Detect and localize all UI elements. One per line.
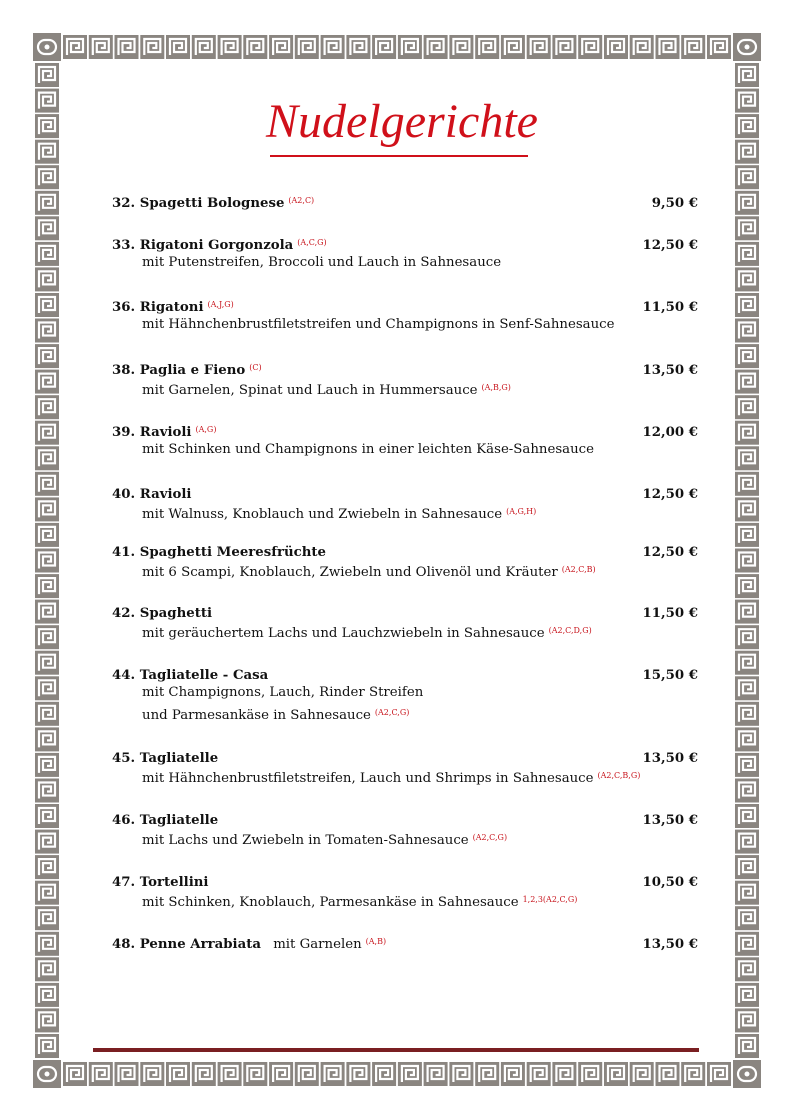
allergen-codes: (A,B) (365, 937, 387, 946)
border-tile (35, 140, 59, 164)
dish-description (112, 440, 702, 460)
title-underline (270, 155, 528, 157)
border-tile (735, 702, 759, 726)
dish-name-line (112, 875, 702, 890)
border-tile (115, 1062, 139, 1086)
border-tile (35, 370, 59, 394)
page-title: Nudelgerichte (266, 95, 538, 148)
border-tile (35, 523, 59, 547)
border-tile (218, 35, 242, 59)
dish-price: 9,50 € (651, 196, 698, 211)
border-tile (35, 114, 59, 138)
border-tile (735, 549, 759, 573)
border-tile (35, 804, 59, 828)
dish-name: 44. Tagliatelle - Casa (112, 668, 269, 683)
border-tile (735, 523, 759, 547)
dish-name-line (112, 196, 702, 211)
dish-description (112, 766, 702, 789)
border-tile (681, 35, 705, 59)
border-tile (475, 1062, 499, 1086)
border-tile (735, 242, 759, 266)
dish-name-line (112, 937, 702, 952)
border-tile (735, 804, 759, 828)
dish-price: 13,50 € (642, 813, 698, 828)
menu-item (112, 606, 702, 644)
dish-price: 12,00 € (642, 425, 698, 440)
allergen-codes: (A2,C,D,G) (548, 626, 592, 635)
menu-item (112, 875, 702, 913)
border-tile (735, 881, 759, 905)
dish-description (112, 828, 702, 851)
description-text: mit Hähnchenbrustfiletstreifen und Champignons in Senf-Sahnesauce (142, 317, 615, 332)
border-tile (735, 779, 759, 803)
dish-name: 46. Tagliatelle (112, 813, 219, 828)
dish-price: 13,50 € (642, 751, 698, 766)
border-tile (424, 35, 448, 59)
dish-name: 33. Rigatoni Gorgonzola (112, 238, 294, 253)
dish-description (112, 253, 702, 273)
allergen-codes: (A,B,G) (481, 383, 511, 392)
border-tile (35, 446, 59, 470)
dish-name: 48. Penne Arrabiata (112, 937, 261, 952)
border-tile (35, 855, 59, 879)
border-tile (735, 63, 759, 87)
border-tile (735, 574, 759, 598)
border-tile (735, 497, 759, 521)
description-text: mit Garnelen, Spinat und Lauch in Hummersauce (142, 383, 478, 398)
allergen-codes: (A2,C,B,G) (597, 771, 641, 780)
border-tile (346, 1062, 370, 1086)
dish-name: 32. Spagetti Bolognese (112, 196, 285, 211)
border-tile (735, 651, 759, 675)
border-tile (527, 35, 551, 59)
border-tile (735, 855, 759, 879)
border-tile (424, 1062, 448, 1086)
menu-item (112, 751, 702, 789)
description-text: mit Lachs und Zwiebeln in Tomaten-Sahnesauce (142, 833, 469, 848)
border-tile (35, 395, 59, 419)
border-tile (735, 932, 759, 956)
border-tile (192, 35, 216, 59)
dish-price: 13,50 € (642, 937, 698, 952)
border-tile (35, 293, 59, 317)
border-tile (166, 1062, 190, 1086)
dish-price: 15,50 € (642, 668, 698, 683)
border-tile (735, 957, 759, 981)
menu-item (112, 425, 702, 460)
dish-name-line (112, 363, 702, 378)
dish-name-line (112, 545, 702, 560)
border-tile (735, 191, 759, 215)
border-tile (140, 1062, 164, 1086)
border-tile (735, 267, 759, 291)
dish-name-line (112, 300, 702, 315)
dish-price: 11,50 € (642, 300, 698, 315)
border-tile (501, 35, 525, 59)
bottom-rule (93, 1048, 699, 1052)
border-tile (735, 727, 759, 751)
border-tile (552, 35, 576, 59)
dish-name: 41. Spaghetti Meeresfrüchte (112, 545, 327, 560)
border-tile (321, 1062, 345, 1086)
description-text: mit Champignons, Lauch, Rinder Streifen (142, 685, 424, 700)
dish-price: 11,50 € (642, 606, 698, 621)
border-tile (35, 267, 59, 291)
border-tile (527, 1062, 551, 1086)
description-text: mit 6 Scampi, Knoblauch, Zwiebeln und Olivenöl und Kräuter (142, 565, 558, 580)
border-tile (630, 35, 654, 59)
dish-name-line (112, 238, 702, 253)
border-tile (735, 472, 759, 496)
border-tile (35, 932, 59, 956)
allergen-codes: (C) (249, 363, 262, 372)
dish-price: 12,50 € (642, 545, 698, 560)
border-tile (269, 35, 293, 59)
border-tile (35, 1034, 59, 1058)
border-tile (35, 727, 59, 751)
border-tile (735, 216, 759, 240)
dish-extra: mit Garnelen (268, 937, 362, 952)
border-tile (140, 35, 164, 59)
border-tile (35, 191, 59, 215)
border-tile (35, 319, 59, 343)
corner-ornament (33, 33, 61, 61)
corner-ornament (733, 1060, 761, 1088)
border-tile (35, 676, 59, 700)
border-tile (398, 1062, 422, 1086)
border-tile (707, 35, 731, 59)
menu-item (112, 196, 702, 211)
dish-description (112, 621, 702, 644)
allergen-codes: (A,G) (195, 425, 217, 434)
border-tile (604, 1062, 628, 1086)
border-tile (192, 1062, 216, 1086)
dish-name: 40. Ravioli (112, 487, 192, 502)
border-tile (630, 1062, 654, 1086)
allergen-codes: (A2,C,B) (561, 565, 596, 574)
border-tile (35, 472, 59, 496)
border-tile (735, 140, 759, 164)
border-tile (735, 676, 759, 700)
border-tile (735, 446, 759, 470)
corner-ornament (733, 33, 761, 61)
menu-item (112, 937, 702, 952)
dish-price: 10,50 € (642, 875, 698, 890)
allergen-codes: (A,G,H) (506, 507, 537, 516)
border-tile (166, 35, 190, 59)
corner-ornament (33, 1060, 61, 1088)
dish-name-line (112, 487, 702, 502)
border-tile (656, 35, 680, 59)
border-tile (735, 395, 759, 419)
allergen-codes: 1,2,3(A2,C,G) (522, 895, 578, 904)
dish-name-line (112, 425, 702, 440)
border-tile (475, 35, 499, 59)
border-tile (35, 216, 59, 240)
dish-price: 13,50 € (642, 363, 698, 378)
dish-description (112, 502, 702, 525)
description-text: mit Schinken, Knoblauch, Parmesankäse in Sahnesauce (142, 895, 519, 910)
border-tile (372, 1062, 396, 1086)
border-tile (243, 1062, 267, 1086)
border-tile (115, 35, 139, 59)
allergen-codes: (A,J,G) (207, 300, 234, 309)
allergen-codes: (A2,C,G) (472, 833, 508, 842)
dish-name: 47. Tortellini (112, 875, 209, 890)
border-tile (735, 906, 759, 930)
border-tile (35, 344, 59, 368)
border-tile (35, 753, 59, 777)
dish-price: 12,50 € (642, 238, 698, 253)
dish-name: 36. Rigatoni (112, 300, 204, 315)
border-tile (321, 35, 345, 59)
border-tile (656, 1062, 680, 1086)
border-tile (63, 35, 87, 59)
border-tile (35, 600, 59, 624)
border-tile (35, 779, 59, 803)
dish-description (112, 683, 702, 703)
allergen-codes: (A,C,G) (297, 238, 327, 247)
border-tile (35, 625, 59, 649)
dish-name: 39. Ravioli (112, 425, 192, 440)
border-tile (735, 1008, 759, 1032)
border-tile (35, 651, 59, 675)
dish-description (112, 315, 702, 335)
menu-item (112, 668, 702, 726)
border-tile (501, 1062, 525, 1086)
border-tile (35, 983, 59, 1007)
border-tile (735, 421, 759, 445)
dish-description (112, 890, 702, 913)
border-tile (243, 35, 267, 59)
title-block (262, 92, 542, 172)
border-tile (735, 600, 759, 624)
border-tile (63, 1062, 87, 1086)
border-tile (35, 906, 59, 930)
dish-description (112, 560, 702, 583)
description-text: mit Walnuss, Knoblauch und Zwiebeln in Sahnesauce (142, 507, 503, 522)
border-tile (35, 574, 59, 598)
border-tile (735, 1034, 759, 1058)
menu-item (112, 487, 702, 525)
dish-name: 38. Paglia e Fieno (112, 363, 246, 378)
allergen-codes: (A2,C) (288, 196, 315, 205)
border-tile (35, 957, 59, 981)
border-tile (398, 35, 422, 59)
border-tile (735, 319, 759, 343)
description-text: mit Putenstreifen, Broccoli und Lauch in Sahnesauce (142, 255, 502, 270)
dish-name-line (112, 813, 702, 828)
border-tile (35, 881, 59, 905)
border-tile (735, 114, 759, 138)
border-tile (89, 35, 113, 59)
border-tile (35, 702, 59, 726)
menu-item (112, 300, 702, 335)
dish-name: 42. Spaghetti (112, 606, 213, 621)
border-tile (735, 89, 759, 113)
border-tile (735, 344, 759, 368)
border-tile (707, 1062, 731, 1086)
dish-name-line (112, 606, 702, 621)
border-tile (35, 242, 59, 266)
description-text: und Parmesankäse in Sahnesauce (142, 708, 371, 723)
border-tile (35, 549, 59, 573)
border-tile (552, 1062, 576, 1086)
border-tile (449, 1062, 473, 1086)
border-tile (735, 293, 759, 317)
allergen-codes: (A2,C,G) (374, 708, 410, 717)
border-tile (735, 370, 759, 394)
border-tile (735, 165, 759, 189)
border-tile (578, 35, 602, 59)
dish-name-line (112, 668, 702, 683)
border-tile (218, 1062, 242, 1086)
border-tile (604, 35, 628, 59)
border-tile (35, 89, 59, 113)
border-tile (35, 421, 59, 445)
description-text: mit Schinken und Champignons in einer leichten Käse-Sahnesauce (142, 442, 594, 457)
border-tile (35, 63, 59, 87)
description-text: mit Hähnchenbrustfiletstreifen, Lauch und Shrimps in Sahnesauce (142, 771, 594, 786)
border-tile (269, 1062, 293, 1086)
menu-item (112, 545, 702, 583)
border-tile (295, 35, 319, 59)
border-tile (295, 1062, 319, 1086)
border-tile (35, 497, 59, 521)
dish-description (112, 378, 702, 401)
border-tile (35, 165, 59, 189)
border-tile (735, 983, 759, 1007)
border-tile (35, 830, 59, 854)
menu-item (112, 238, 702, 273)
dish-name-line (112, 751, 702, 766)
border-tile (372, 35, 396, 59)
border-tile (346, 35, 370, 59)
dish-description (112, 703, 702, 726)
description-text: mit geräuchertem Lachs und Lauchzwiebeln in Sahnesauce (142, 626, 545, 641)
border-tile (35, 1008, 59, 1032)
dish-name: 45. Tagliatelle (112, 751, 219, 766)
border-tile (578, 1062, 602, 1086)
border-tile (735, 830, 759, 854)
menu-item (112, 363, 702, 401)
dish-price: 12,50 € (642, 487, 698, 502)
border-tile (681, 1062, 705, 1086)
border-tile (449, 35, 473, 59)
border-tile (735, 753, 759, 777)
menu-item (112, 813, 702, 851)
border-tile (89, 1062, 113, 1086)
border-tile (735, 625, 759, 649)
